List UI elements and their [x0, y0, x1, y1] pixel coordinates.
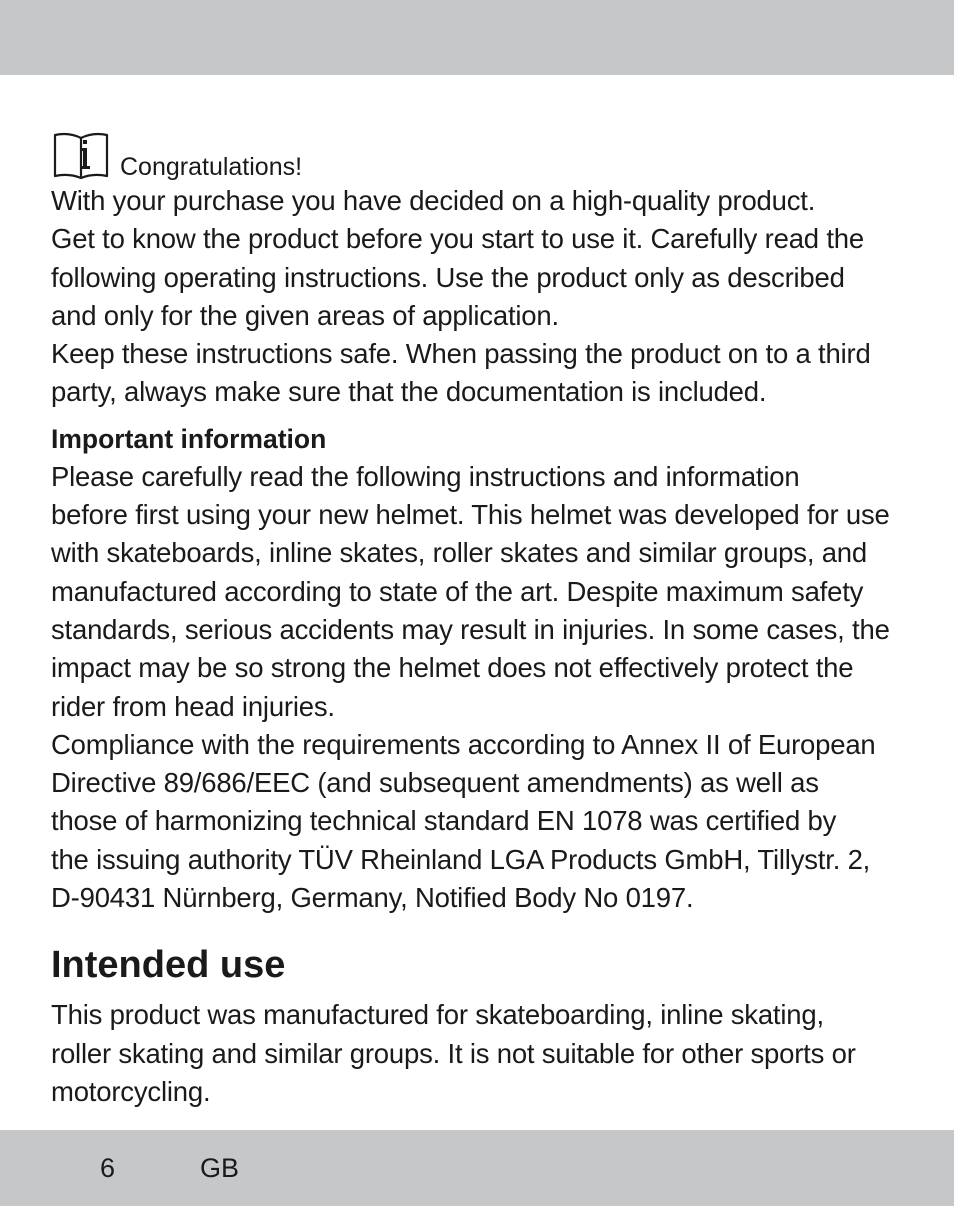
- intro-paragraph: [51, 182, 921, 412]
- footer-band: [0, 1130, 954, 1206]
- important-information-paragraph: [51, 458, 921, 918]
- intended-use-heading: Intended use: [51, 944, 286, 987]
- text-line: following operating instructions. Use the product only as described: [51, 261, 845, 293]
- read-instructions-icon: [51, 130, 111, 180]
- text-line: party, always make sure that the documentation is included.: [51, 376, 767, 408]
- text-line: with skateboards, inline skates, roller skates and similar groups, and: [51, 537, 867, 569]
- intended-use-paragraph: [51, 996, 921, 1111]
- text-line: Get to know the product before you start to use it. Carefully read the: [51, 223, 864, 255]
- text-line: manufactured according to state of the art. Despite maximum safety: [51, 575, 864, 607]
- text-line: Please carefully read the following instructions and information: [51, 460, 800, 492]
- text-line: impact may be so strong the helmet does not effectively protect the: [51, 652, 854, 684]
- header-band: [0, 0, 954, 75]
- text-line: This product was manufactured for skateboarding, inline skating,: [51, 999, 824, 1031]
- page-content: [51, 124, 921, 1111]
- language-code: GB: [200, 1153, 240, 1183]
- text-line: Compliance with the requirements according to Annex II of European: [51, 728, 876, 760]
- congratulations-title: Congratulations!: [120, 153, 303, 181]
- text-line: before first using your new helmet. This helmet was developed for use: [51, 499, 890, 531]
- text-line: With your purchase you have decided on a high-quality product.: [51, 185, 816, 216]
- text-line: those of harmonizing technical standard EN 1078 was certified by: [51, 805, 837, 837]
- text-line: roller skating and similar groups. It is not suitable for other sports or: [51, 1037, 856, 1069]
- text-line: standards, serious accidents may result in injuries. In some cases, the: [51, 613, 890, 645]
- intro-title-row: [51, 124, 921, 180]
- important-information-heading: Important information: [51, 423, 327, 454]
- text-line: Directive 89/686/EEC (and subsequent amendments) as well as: [51, 767, 819, 799]
- page-number: 6: [100, 1153, 116, 1183]
- text-line: motorcycling.: [51, 1075, 211, 1107]
- text-line: D-90431 Nürnberg, Germany, Notified Body No 0197.: [51, 882, 694, 914]
- text-line: Keep these instructions safe. When passing the product on to a third: [51, 338, 871, 370]
- text-line: the issuing authority TÜV Rheinland LGA Products GmbH, Tillystr. 2,: [51, 843, 871, 875]
- text-line: rider from head injuries.: [51, 690, 335, 722]
- text-line: and only for the given areas of application.: [51, 299, 559, 331]
